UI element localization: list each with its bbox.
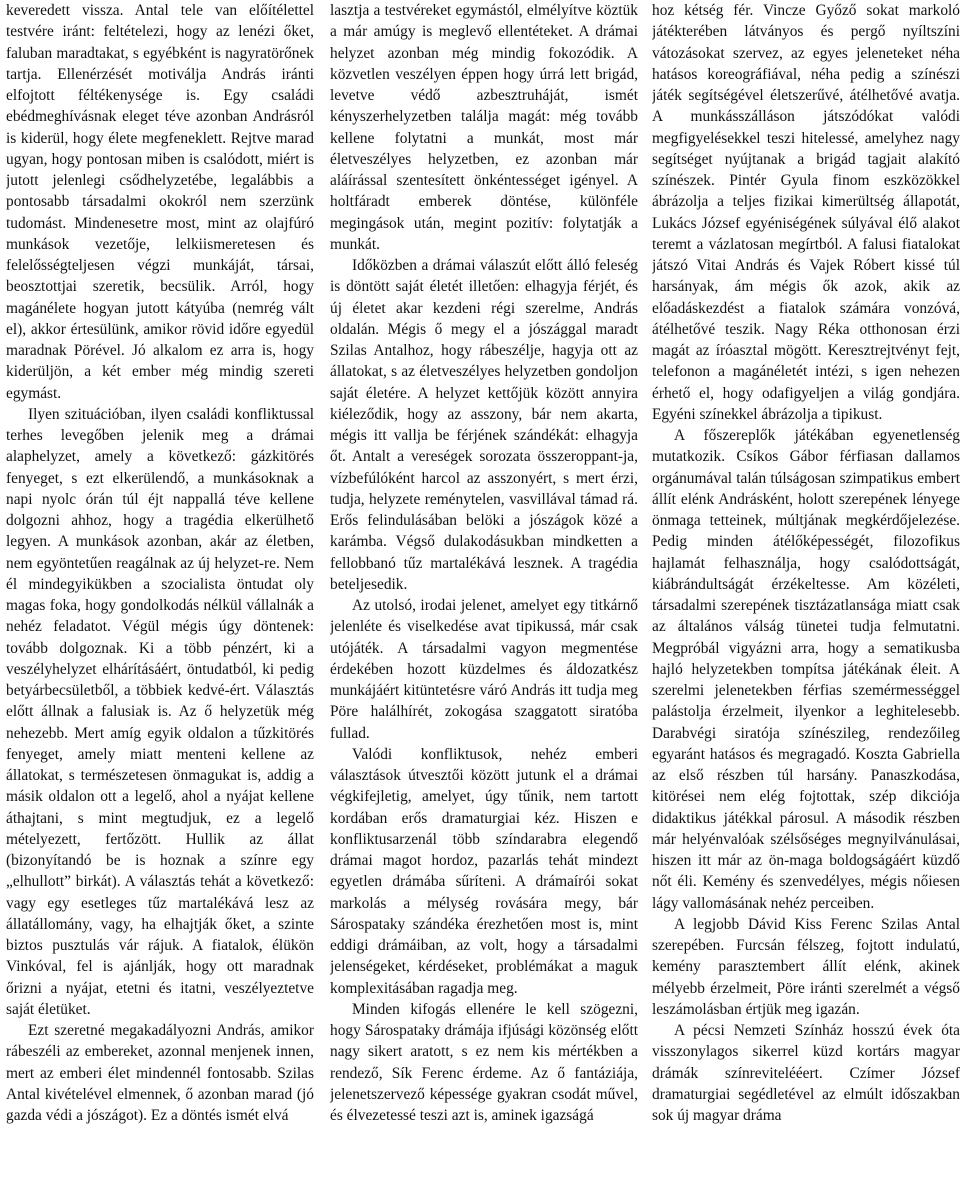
paragraph: A pécsi Nemzeti Színház hosszú évek óta visszonylagos sikerrel küzd kortárs magyar drámák színrevitelééert. Czímer József dramaturgiai segédletével az elmúlt időszakban sok új magyar dráma <box>652 1022 960 1124</box>
text-column-3 <box>652 0 960 1192</box>
paragraph: Az utolsó, irodai jelenet, amelyet egy titkárnő jelenléte és viselkedése avat tipikussá, már csak utójáték. A társadalmi vagyon megmentése érdekében hozott küzdelmes és áldozatkész munkájáért kitüntetésre váró András itt tudja meg Pöre halálhírét, zokogása szaggatott siratóba fullad. <box>330 597 638 742</box>
paragraph: Ilyen szituációban, ilyen családi konfliktussal terhes levegőben jelenik meg a drámai alaphelyzet, amely a következő: gázkitörés fenyeget, s ezt elkerülendő, a munkásoknak a napi nyolc órán túl éjt nappallá téve kellene dolgozni ahhoz, hogy a tragédia elkerülhető legyen. A munkások azonban, akár az életben, nem egyöntetűen reagálnak az új helyzet-re. Nem él mindegyikükben a szocialista öntudat oly magas foka, hogy gondolkodás nélkül vállalnák a nehéz feladatot. Végül mégis úgy döntenek: tovább dolgoznak. Ki a több pénzért, ki a veszélyhelyzet elhárításáért, öntudatból, ki pedig betyárbecsületből, a többiek kedvé-ért. Választás előtt állnak a falusiak is. Az ő helyzetük még nehezebb. Mert amíg egyik oldalon a tűzkitörés fenyeget, amely miatt menteni kellene az állatokat, s természetesen önmagukat is, addig a másik oldalon ott a legelő, ahol a nyájat kellene áthajtani, s mint megtudjuk, ez a legelő mételyezett, fertőzött. Hullik az állat (bizonyítandó be is hoznak a színre egy „elhullott” birkát). A választás tehát a következő: vagy egy esetleges tűz martalékává lesz az állatállomány, vagy, ha elhajtják őket, a szinte biztos pusztulás vár rájuk. A fiatalok, élükön Vinkóval, fel is ajánlják, hogy ott maradnak őrizni a nyájat, etetni és itatni, veszélyeztetve saját életüket. <box>6 405 314 1018</box>
paragraph: lasztja a testvéreket egymástól, elmélyítve köztük a már amúgy is meglevő ellentéteket. A drámai helyzet azonban még mindig fokozódik. A közvetlen veszélyen éppen hogy úrrá lett brigád, levetve védő azbesztruháját, ismét kényszerhelyzetben találja magát: még tovább kellene folytatni a munkát, most már életveszélyes helyzetben, ez azonban már aláírással szentesített önkéntességet igényel. A holtfáradt emberek döntése, különféle megingások után, megint pozitív: folytatják a munkát. <box>330 2 638 253</box>
paragraph: Időközben a drámai válaszút előtt álló feleség is döntött saját életét illetően: elhagyja férjét, és új életet akar kezdeni régi szerelme, András oldalán. Mégis ő megy el a jószággal maradt Szilas Antalhoz, hogy rábeszélje, hagyja ott az állatokat, s az életveszélyes helyzetben gondoljon saját életére. A helyzet kettőjük között annyira kiéleződik, hogy az asszony, bár nem akarta, mégis itt vallja be férjének szándékát: elhagyja őt. Antalt a vereségek sorozata összeroppant-ja, vízbefúlóként harcol az asszonyért, s mert érzi, tudja, helyzete reménytelen, vasvillával támad rá. Erős felindulásában belöki a jószágok közé a karámba. Végső dulakodásukban mindketten a fellobbanó tűz martalékává lesznek. A tragédia beteljesedik. <box>330 257 638 593</box>
paragraph: A főszereplők játékában egyenetlenség mutatkozik. Csíkos Gábor férfiasan dallamos orgánumával talán túlságosan szimpatikus embert állít elénk Andrásként, holott szerepének lényege önmaga tetteinek, múltjának megkérdőjelezése. Pedig minden átélőképességét, filozofikus hajlamát felhasználja, hogy csalódottságát, kiábrándultságát érzékeltesse. Am közéleti, társadalmi szerepének tisztázatlansága miatt csak az általános válság tünetei tudja felmutatni. Megpróbál vigyázni arra, hogy a sematikusba hajló helyzetekben tompítsa játékának éleit. A szerelmi jelenetekben férfias szemérmességgel palástolja érzelmeit, ilyenkor a leghitelesebb. Darabvégi siratója színészileg, rendezőileg egyaránt hatásos és megragadó. Koszta Gabriella az első részben túl harsány. Panaszkodása, kitörései nem elég fojtottak, szép dikciója didaktikus játékkal párosul. A második részben már helyénvalóak szélsőséges megnyilvánulásai, hiszen itt már az ön-maga boldogságáért küzdő nőt éli. Kemény és szenvedélyes, mégis nőiesen lágy vallomásának nehéz perceiben. <box>652 427 960 912</box>
text-column-2 <box>330 0 638 1192</box>
paragraph: Ezt szeretné megakadályozni András, amikor rábeszéli az embereket, azonnal menjenek innen, mert az emberi élet mindennél fontosabb. Szilas Antal kivételével elmennek, ő azonban marad (jó gazda védi a jószágot). Ez a döntés ismét elvá <box>6 1022 314 1124</box>
paragraph: Valódi konfliktusok, nehéz emberi választások útvesztői között jutunk el a drámai végkifejletig, amelyet, úgy tűnik, nem tartott kordában erős dramaturgiai kéz. Hiszen e konfliktusarzenál több színdarabra elegendő drámai magot hordoz, pazarlás tehát mindezt egyetlen drámába sűríteni. A drámaírói sokat markolás a mélység rovására megy, bár Sárospataky szándéka érezhetően most is, mint eddigi drámáiban, az volt, hogy a társadalmi jelenségeket, kérdéseket, problémákat a maguk komplexitásában ragadja meg. <box>330 745 638 997</box>
paragraph: Minden kifogás ellenére le kell szögezni, hogy Sárospataky drámája ifjúsági közönség előtt nagy sikert aratott, s ez nem kis mértékben a rendező, Sík Ferenc érdeme. Az ő fantáziája, jelenetszervező képessége gyakran csodát művel, és élvezetessé teszi azt is, aminek igazságá <box>330 1000 638 1124</box>
text-column-1 <box>6 0 314 1192</box>
paragraph: A legjobb Dávid Kiss Ferenc Szilas Antal szerepében. Furcsán félszeg, fojtott indulatú, kemény parasztembert állít elénk, akinek mélyebb érzelmeit, Pöre iránti szerelmét a végső leszámolásban értjük meg igazán. <box>652 915 960 1018</box>
paragraph: keveredett vissza. Antal tele van előítélettel testvére iránt: feltételezi, hogy az lenézi őket, faluban maradtakat, s egyébként is nagyratörőnek tartja. Ellenérzését motiválja András iránti elfojtott féltékenysége is. Egy családi ebédmeghívásnak eleget téve azonban Andrásról is kiderül, hogy élete megfeneklett. Rejtve marad ugyan, hogy pontosan miben is csalódott, miért is jutott jelenlegi csődhelyzetébe, legalábbis a pontosabb társadalmi okokról nem szerzünk tudomást. Mindenesetre most, mint az olajfúró munkások vezetője, lelkiismeretesen és felelősségteljesen végzi munkáját, társai, beosztottjai szeretik, becsülik. Arról, hogy magánélete hogyan jutott kátyúba (nemrég vált el), akkor értesülünk, amikor rövid időre egyedül maradnak Pörével. Jó alkalom ez arra is, hogy kiderüljön, a két ember még mindig szereti egymást. <box>6 2 314 402</box>
paragraph: hoz kétség fér. Vincze Győző sokat markoló játékterében látványos és pergő nyíltszíni vátozásokat szervez, az egyes jeleneteket néha hatásos koreográfiával, néha pedig a színészi játék segítségével életszerűvé, átélhetővé avatja. A munkásszálláson játszódókat valódi megfigyelésekkel teszi hitelessé, amelyhez nagy segítséget nyújtanak a brigád tagjait alakító színészek. Pintér Gyula finom eszközökkel ábrázolja a teljes fizikai kimerültség állapotát, Lukács József egyéniségének súlyával élő alakot teremt a vázlatosan megírtból. A falusi fiatalokat játszó Vitai András és Vajek Róbert kissé túl harsányak, ám mégis ők azok, akik az előadáskezdést a fiatalok számára vonzóvá, átélhetővé teszik. Nagy Réka otthonosan érzi magát az íróasztal mögött. Keresztrejtvényt fejt, telefonon a magánéletét intézi, s igen nehezen érhető el, hogy odafigyeljen a világ gondjára. Egyéni színekkel ábrázolja a tipikust. <box>652 2 960 423</box>
